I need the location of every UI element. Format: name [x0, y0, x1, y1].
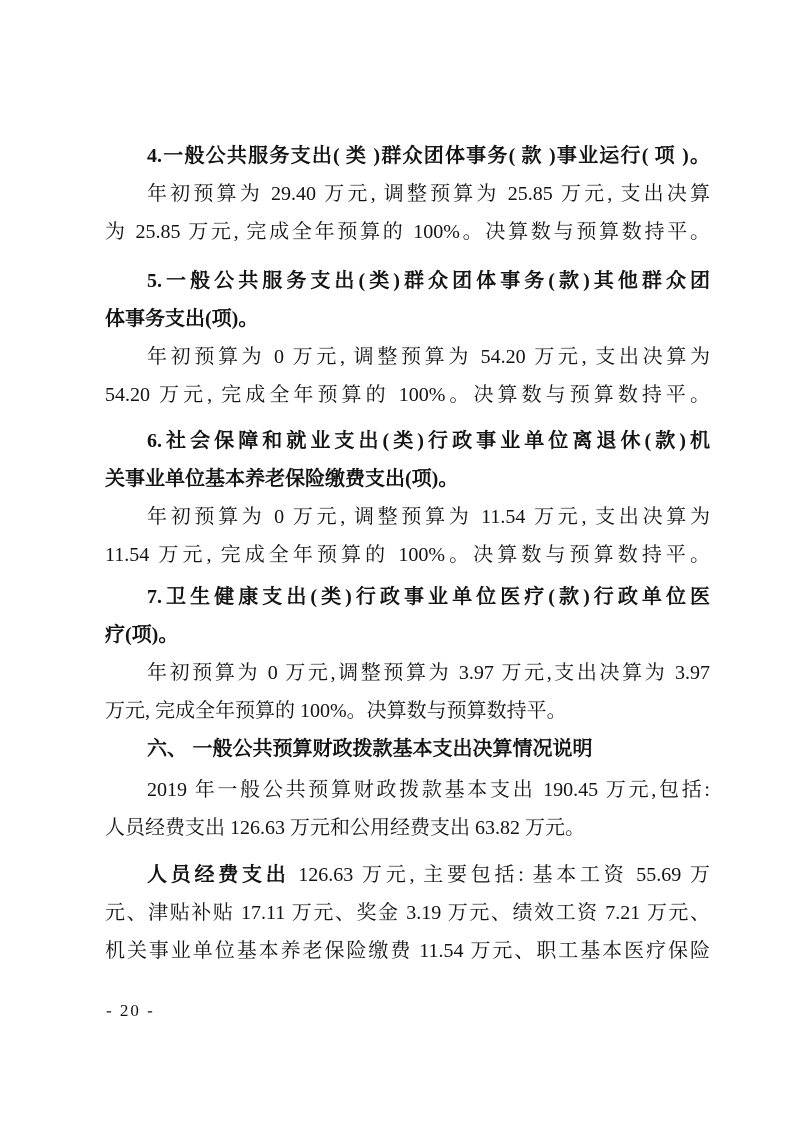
document-body — [105, 137, 710, 970]
section-7-heading-line-2: 疗(项)。 — [105, 624, 179, 646]
basic-expenditure-line-1: 2019 年一般公共预算财政拨款基本支出 190.45 万元,包括: — [147, 779, 710, 801]
section-5-body-line-2: 54.20 万元, 完成全年预算的 100%。决算数与预算数持平。 — [105, 384, 710, 406]
section-6-heading-line-1: 6.社会保障和就业支出(类)行政事业单位离退休(款)机 — [147, 430, 710, 452]
section-6-heading-line-2: 关事业单位基本养老保险缴费支出(项)。 — [105, 468, 459, 490]
section-4-body-line-2: 为 25.85 万元, 完成全年预算的 100%。决算数与预算数持平。 — [105, 221, 710, 243]
personnel-expense-line-1 — [105, 856, 710, 894]
section-6-body-line-1: 年初预算为 0 万元, 调整预算为 11.54 万元, 支出决算为 — [147, 506, 710, 528]
section-5-heading-line-2: 体事务支出(项)。 — [105, 308, 259, 330]
section-5-body-line-1: 年初预算为 0 万元, 调整预算为 54.20 万元, 支出决算为 — [147, 346, 710, 368]
section-7-body-line-1: 年初预算为 0 万元,调整预算为 3.97 万元,支出决算为 3.97 — [147, 662, 710, 684]
page-number: - 20 - — [106, 1001, 155, 1020]
section-4-heading: 4.一般公共服务支出( 类 )群众团体事务( 款 )事业运行( 项 )。 — [147, 145, 710, 167]
section-7-heading-line-1: 7.卫生健康支出(类)行政事业单位医疗(款)行政单位医 — [147, 586, 710, 608]
personnel-expense-line-3: 机关事业单位基本养老保险缴费 11.54 万元、职工基本医疗保险 — [105, 940, 710, 962]
section-4-body-line-1: 年初预算为 29.40 万元, 调整预算为 25.85 万元, 支出决算 — [147, 183, 710, 205]
section-7-body-line-2: 万元, 完成全年预算的 100%。决算数与预算数持平。 — [105, 700, 567, 722]
basic-expenditure-line-2: 人员经费支出 126.63 万元和公用经费支出 63.82 万元。 — [105, 817, 585, 839]
personnel-expense-line-2: 元、津贴补贴 17.11 万元、奖金 3.19 万元、绩效工资 7.21 万元、 — [105, 902, 710, 924]
section-5-heading-line-1: 5.一般公共服务支出(类)群众团体事务(款)其他群众团 — [147, 270, 710, 292]
part-six-heading: 六、 一般公共预算财政拨款基本支出决算情况说明 — [147, 738, 593, 760]
personnel-expense-line-1-rest: 126.63 万元, 主要包括: 基本工资 55.69 万 — [289, 864, 710, 886]
personnel-expense-label: 人员经费支出 — [147, 864, 290, 886]
section-6-body-line-2: 11.54 万元, 完成全年预算的 100%。决算数与预算数持平。 — [105, 544, 710, 566]
